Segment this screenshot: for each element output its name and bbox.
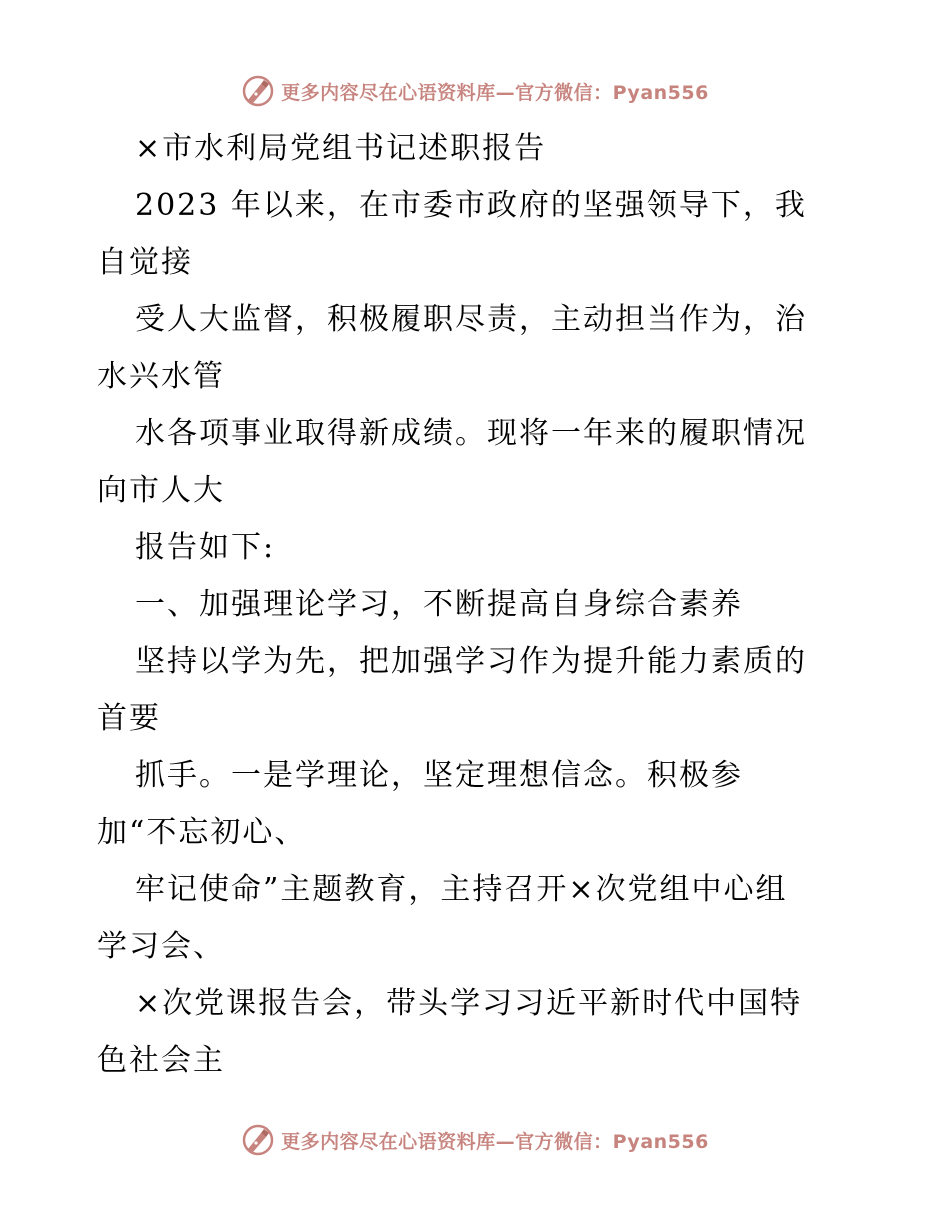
document-line: 坚持以学为先，把加强学习作为提升能力素质的 bbox=[135, 644, 807, 679]
document-line: 水各项事业取得新成绩。现将一年来的履职情况 bbox=[135, 416, 807, 451]
document-line: 色社会主 bbox=[97, 1043, 225, 1078]
document-line: ×市水利局党组书记述职报告 bbox=[135, 131, 547, 166]
header-watermark bbox=[0, 71, 950, 111]
document-line: 向市人大 bbox=[97, 473, 225, 508]
document-line: 加“不忘初心、 bbox=[97, 815, 307, 850]
document-line: 2023 年以来，在市委市政府的坚强领导下，我 bbox=[135, 188, 807, 223]
document-line: ×次党课报告会，带头学习习近平新时代中国特 bbox=[135, 986, 803, 1021]
document-line: 受人大监督，积极履职尽责，主动担当作为，治 bbox=[135, 302, 807, 337]
document-line: 一、加强理论学习，不断提高自身综合素养 bbox=[135, 587, 743, 622]
document-line: 首要 bbox=[97, 701, 161, 736]
document-line: 牢记使命”主题教育，主持召开×次党组中心组 bbox=[135, 872, 788, 907]
pen-logo-icon bbox=[241, 74, 275, 108]
pen-logo-icon bbox=[241, 1123, 275, 1157]
document-line: 报告如下: bbox=[135, 530, 276, 565]
document-body bbox=[97, 120, 867, 1089]
watermark-text: 更多内容尽在心语资料库—官方微信：Pyan556 bbox=[281, 1130, 709, 1153]
document-line: 学习会、 bbox=[97, 929, 225, 964]
watermark-text: 更多内容尽在心语资料库—官方微信：Pyan556 bbox=[281, 81, 709, 104]
document-line: 水兴水管 bbox=[97, 359, 225, 394]
document-line: 自觉接 bbox=[97, 245, 193, 280]
document-line: 抓手。一是学理论，坚定理想信念。积极参 bbox=[135, 758, 743, 793]
footer-watermark bbox=[0, 1120, 950, 1160]
